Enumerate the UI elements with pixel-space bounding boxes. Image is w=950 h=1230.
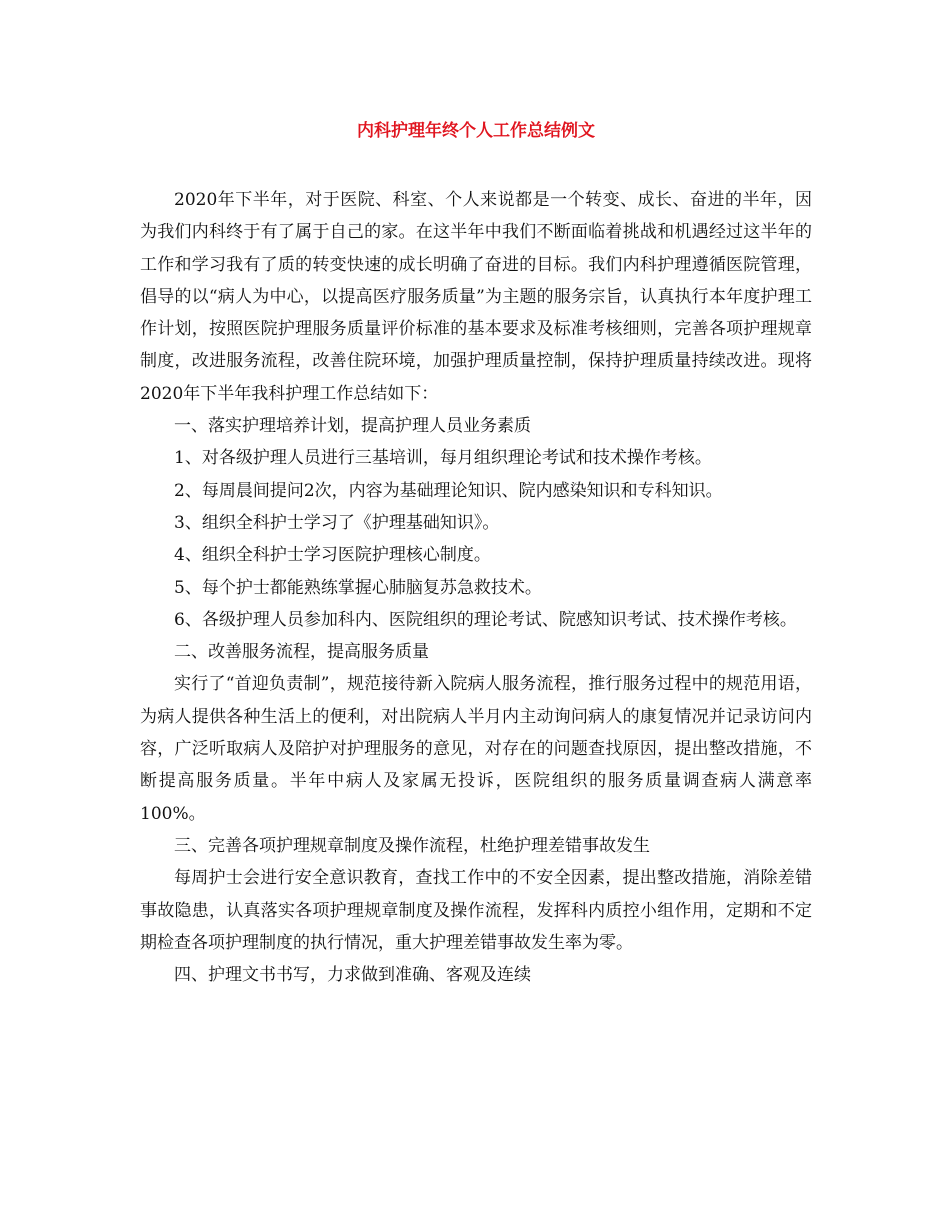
- section-heading-4: 四、护理文书书写，力求做到准确、客观及连续: [174, 965, 531, 986]
- section-2-paragraph: 实行了“首迎负责制”，规范接待新入院病人服务流程，推行服务过程中的规范用语，为病人提供各种生活上的便利，对出院病人半月内主动询问病人的康复情况并记录访问内容，广泛听取病人及陪护对护理服务的意见，对存在的问题查找原因，提出整改措施，不断提高服务质量。半年中病人及家属无投诉，医院组织的服务质量调查病人满意率100%。: [140, 674, 812, 824]
- list-item-6: 6、各级护理人员参加科内、医院组织的理论考试、院感知识考试、技术操作考核。: [174, 609, 797, 630]
- intro-paragraph: 2020年下半年，对于医院、科室、个人来说都是一个转变、成长、奋进的半年，因为我们内科终于有了属于自己的家。在这半年中我们不断面临着挑战和机遇经过这半年的工作和学习我有了质的转变快速的成长明确了奋进的目标。我们内科护理遵循医院管理，倡导的以“病人为中心，以提高医疗服务质量”为主题的服务宗旨，认真执行本年度护理工作计划，按照医院护理服务质量评价标准的基本要求及标准考核细则，完善各项护理规章制度，改进服务流程，改善住院环境，加强护理质量控制，保持护理质量持续改进。现将2020年下半年我科护理工作总结如下：: [140, 190, 812, 404]
- section-heading-3: 三、完善各项护理规章制度及操作流程，杜绝护理差错事故发生: [174, 835, 650, 856]
- section-heading-1: 一、落实护理培养计划，提高护理人员业务素质: [174, 416, 531, 437]
- document-title: 内科护理年终个人工作总结例文: [357, 121, 595, 141]
- list-item-3: 3、组织全科护士学习了《护理基础知识》。: [174, 512, 500, 533]
- list-item-1: 1、对各级护理人员进行三基培训，每月组织理论考试和技术操作考核。: [174, 448, 712, 469]
- list-item-2: 2、每周晨间提问2次，内容为基础理论知识、院内感染知识和专科知识。: [174, 480, 723, 501]
- section-heading-2: 二、改善服务流程，提高服务质量: [174, 642, 429, 663]
- document-body: [140, 184, 812, 991]
- list-item-5: 5、每个护士都能熟练掌握心肺脑复苏急救技术。: [174, 577, 542, 598]
- document-page: [140, 118, 812, 991]
- section-3-paragraph: 每周护士会进行安全意识教育，查找工作中的不安全因素，提出整改措施，消除差错事故隐患，认真落实各项护理规章制度及操作流程，发挥科内质控小组作用，定期和不定期检查各项护理制度的执行情况，重大护理差错事故发生率为零。: [140, 868, 812, 953]
- list-item-4: 4、组织全科护士学习医院护理核心制度。: [174, 545, 491, 566]
